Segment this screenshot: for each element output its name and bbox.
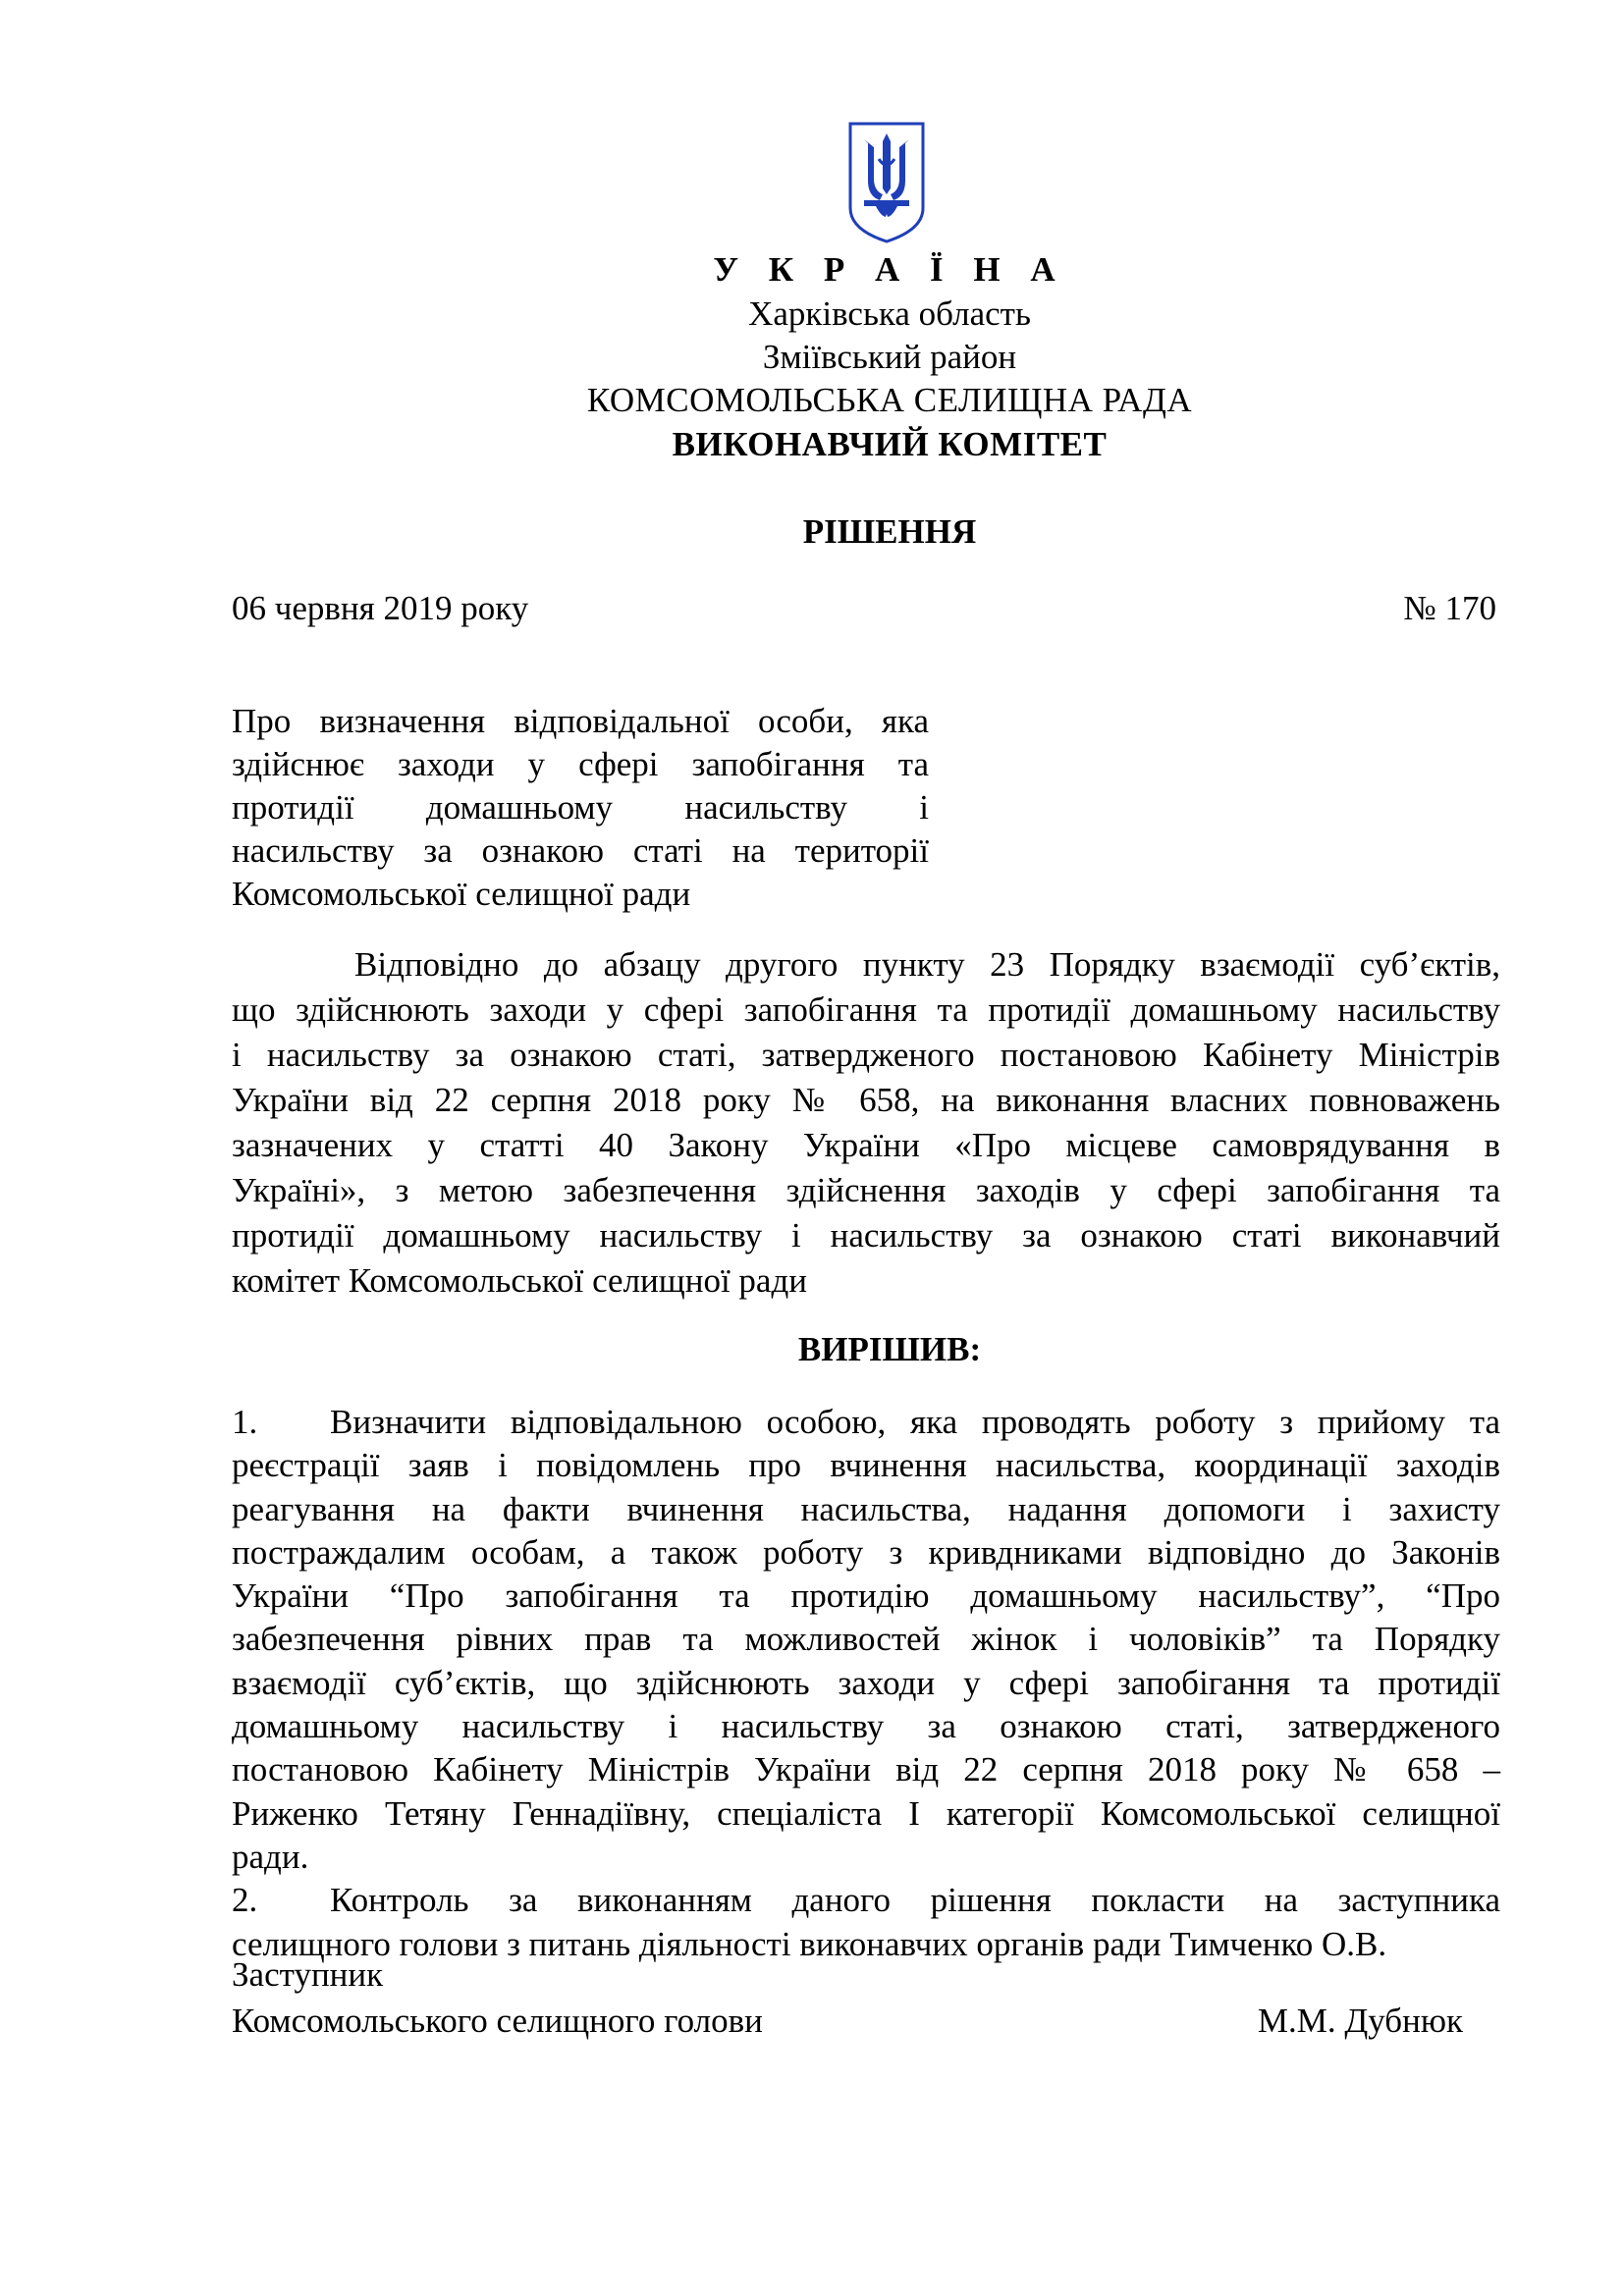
subject-line: Про визначення відповідальної особи, яка — [232, 702, 929, 740]
item-line: забезпечення рівних прав та можливостей жінок і чоловіків” та Порядку — [232, 1620, 1500, 1659]
signatory-position: Комсомольського селищного голови — [232, 2002, 763, 2040]
item-line: України “Про запобігання та протидію домашньому насильству”, “Про — [232, 1576, 1500, 1616]
preamble-line: України від 22 серпня 2018 року № 658, на виконання власних повноважень — [232, 1081, 1500, 1119]
committee-name: ВИКОНАВЧИЙ КОМІТЕТ — [672, 425, 1108, 463]
country-name: У К Р А Ї Н А — [713, 250, 1066, 289]
signatory-name: М.М. Дубнюк — [1257, 2002, 1463, 2040]
document-title: РІШЕННЯ — [802, 512, 977, 551]
subject-line: насильству за ознакою статі на території — [232, 831, 929, 870]
coat-of-arms-icon — [846, 120, 927, 245]
document-date: 06 червня 2019 року — [232, 589, 529, 627]
region-name: Харківська область — [748, 294, 1031, 333]
preamble-line: комітет Комсомольської селищної ради — [232, 1261, 807, 1300]
item-line: селищного голови з питань діяльності виконавчих органів ради Тимченко О.В. — [232, 1924, 1387, 1963]
district-name: Зміївський район — [762, 338, 1017, 376]
item-line — [232, 1879, 1500, 1922]
subject-line: Комсомольської селищної ради — [232, 875, 691, 913]
item-line: реагування на факти вчинення насильства, надання допомоги і захисту — [232, 1489, 1500, 1528]
signatory-position: Заступник — [232, 1955, 384, 1994]
item-number: 2. — [232, 1881, 258, 1920]
preamble-line: що здійснюють заходи у сфері запобігання та протидії домашньому насильству — [232, 990, 1500, 1029]
item-line: реєстрації заяв і повідомлень про вчинення насильства, координації заходів — [232, 1446, 1500, 1485]
item-text: Визначити відповідальною особою, яка проводять роботу з прийому та — [330, 1403, 1500, 1441]
item-line: взаємодії суб’єктів, що здійснюють заходи у сфері запобігання та протидії — [232, 1663, 1500, 1702]
preamble-paragraph — [232, 942, 1500, 1304]
document-number: № 170 — [1403, 589, 1496, 627]
document-subject — [232, 700, 929, 916]
decision-items — [232, 1401, 1500, 1966]
preamble-line: Україні», з метою забезпечення здійснення заходів у сфері запобігання та — [232, 1171, 1500, 1209]
subject-line: здійснює заходи у сфері запобігання та — [232, 745, 929, 783]
preamble-line: протидії домашньому насильству і насильству за ознакою статі виконавчий — [232, 1216, 1500, 1255]
decision-heading: ВИРІШИВ: — [797, 1330, 982, 1368]
preamble-line: і насильству за ознакою статі, затвердженого постановою Кабінету Міністрів — [232, 1036, 1500, 1074]
preamble-line: зазначених у статті 40 Закону України «Про місцеве самоврядування в — [232, 1126, 1500, 1164]
item-text: Контроль за виконанням даного рішення покласти на заступника — [330, 1881, 1500, 1920]
item-line: Риженко Тетяну Геннадіївну, спеціаліста І категорії Комсомольської селищної — [232, 1793, 1500, 1833]
item-line: постраждалим особам, а також роботу з кривдниками відповідно до Законів — [232, 1532, 1500, 1572]
item-number: 1. — [232, 1403, 258, 1441]
item-line — [232, 1401, 1500, 1444]
preamble-line: Відповідно до абзацу другого пункту 23 Порядку взаємодії суб’єктів, — [354, 945, 1500, 984]
council-name: КОМСОМОЛЬСЬКА СЕЛИЩНА РАДА — [586, 381, 1193, 419]
item-line: ради. — [232, 1837, 309, 1876]
subject-line: протидії домашньому насильству і — [232, 788, 929, 827]
item-line: постановою Кабінету Міністрів України від 22 серпня 2018 року № 658 – — [232, 1750, 1500, 1789]
item-line: домашньому насильству і насильству за ознакою статі, затвердженого — [232, 1707, 1500, 1746]
